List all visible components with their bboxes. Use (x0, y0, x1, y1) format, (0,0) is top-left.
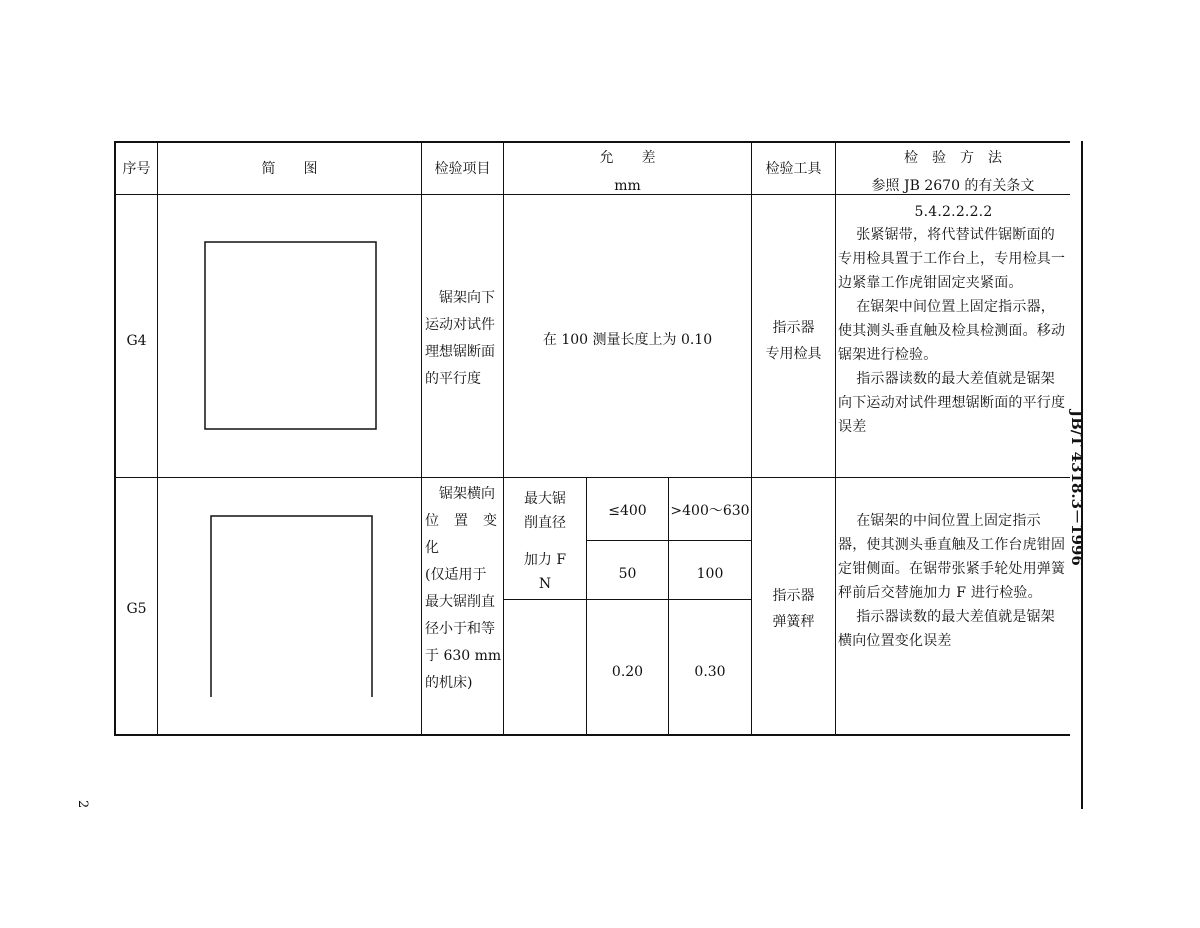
subtable-range-2: >400～630 (670, 503, 750, 519)
standard-code: JB/T 4318.3－1996 (1068, 410, 1086, 566)
subtable-line-2 (504, 599, 752, 600)
g5-item-line: 于 630 mm (425, 648, 502, 664)
g5-item-line: 锯架横向 (425, 486, 495, 502)
row-g4-item (425, 285, 503, 393)
g4-item-line: 的平行度 (425, 371, 481, 387)
g4-tool-fixture: 专用检具 (765, 346, 822, 362)
table-left-border (114, 141, 116, 736)
row-g4-tolerance: 在 100 测量长度上为 0.10 (542, 332, 713, 348)
force-unit-line: N (538, 576, 552, 592)
header-tool: 检验工具 (765, 161, 822, 177)
g5-item-line: 最大锯削直 (425, 594, 495, 610)
row-g4-id: G4 (126, 333, 147, 349)
g5-tool-spring-scale: 弹簧秤 (772, 614, 815, 630)
row-g5-tools (752, 583, 835, 635)
g5-method-para: 在锯架的中间位置上固定指示器，使其测头垂直触及工作台虎钳固定钳侧面。在锯带张紧手轮处用弹簧秤前后交替施加力 F 进行检验。 (838, 513, 1066, 601)
g5-item-line: 径小于和等 (425, 621, 495, 637)
g5-item-line: 位置变化 (425, 513, 503, 556)
subtable-range-1: ≤400 (608, 503, 647, 519)
g4-rectangle-shape (205, 242, 376, 429)
header-tolerance-unit: mm (614, 178, 641, 194)
col-divider-2 (421, 141, 422, 736)
col-divider-5 (835, 141, 836, 736)
g4-method-ref: 5.4.2.2.2.2 (914, 204, 993, 220)
g4-item-line: 理想锯断面 (425, 344, 495, 360)
g4-diagram (158, 195, 421, 477)
header-seq: 序号 (122, 161, 151, 177)
subtable-line-1 (586, 540, 752, 541)
subtable-tolerance-2: 0.30 (694, 664, 726, 680)
subtable-force-2: 100 (696, 566, 724, 582)
col-divider-4 (751, 141, 752, 736)
row-g5-item (425, 481, 503, 697)
header-diagram: 简 图 (261, 161, 318, 177)
subtable-force-1: 50 (618, 566, 637, 582)
force-label-line: 加力 F (523, 552, 567, 568)
g5-diagram (158, 478, 421, 734)
g5-item-line: (仅适用于 (425, 567, 487, 583)
table-bottom-border (114, 734, 1070, 736)
page-number: 2 (75, 800, 90, 809)
col-divider-3 (503, 141, 504, 736)
table-top-border (114, 141, 1070, 143)
g5-item-line: 的机床) (425, 675, 473, 691)
g4-method-para: 张紧锯带，将代替试件锯断面的专用检具置于工作台上，专用检具一边紧靠工作虎钳固定夹紧面。 (838, 227, 1066, 291)
header-method-ref: 参照 JB 2670 的有关条文 (871, 178, 1035, 194)
subtable-max-diameter-label: 最大锯 削直径 (524, 491, 566, 531)
row-g4-tools (752, 315, 835, 367)
header-tolerance: 允 差 (599, 150, 656, 166)
g5-tool-indicator: 指示器 (772, 588, 815, 604)
g4-item-line: 运动对试件 (425, 317, 495, 333)
header-item: 检验项目 (434, 161, 491, 177)
g4-tool-indicator: 指示器 (772, 320, 815, 336)
g4-method-para: 在锯架中间位置上固定指示器，使其测头垂直触及检具检测面。移动锯架进行检验。 (838, 299, 1066, 363)
row-g4-method (838, 201, 1069, 439)
row-g5-method (838, 509, 1069, 653)
row-g5-id: G5 (126, 601, 147, 617)
subtable-force-label (504, 548, 586, 596)
g4-method-para: 指示器读数的最大差值就是锯架向下运动对试件理想锯断面的平行度误差 (838, 371, 1066, 435)
g5-method-para: 指示器读数的最大差值就是锯架横向位置变化误差 (838, 609, 1055, 649)
g4-item-line: 锯架向下 (425, 290, 495, 306)
g5-frame-shape (211, 516, 372, 697)
subtable-tolerance-1: 0.20 (611, 664, 644, 680)
header-method: 检 验 方 法 (904, 150, 1002, 166)
